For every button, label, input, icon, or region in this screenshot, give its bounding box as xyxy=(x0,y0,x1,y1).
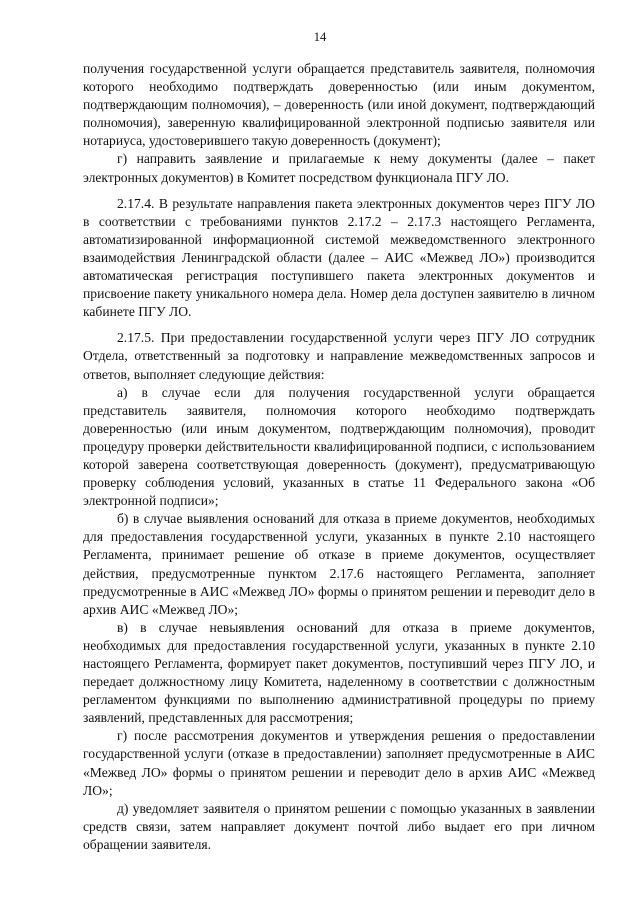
paragraph-item-g: г) после рассмотрения документов и утверждения решения о предоставлении государственной услуги (отказе в предоставлении) заполняет предусмотренные в АИС «Межвед ЛО» формы о принятом решении и переводит дело в архив АИС «Межвед ЛО»; xyxy=(83,728,595,798)
paragraph-item-v: в) в случае невыявления оснований для отказа в приеме документов, необходимых для предоставления государственной услуги, указанных в пункте 2.10 настоящего Регламента, формирует пакет документов, поступивший через ПГУ ЛО, и передает должностному лицу Комитета, наделенному в соответствии с должностным регламентом функциями по выполнению административной процедуры по приему заявлений, представленных для рассмотрения; xyxy=(83,619,595,726)
document-body xyxy=(83,60,595,854)
paragraph-item-d: д) уведомляет заявителя о принятом решении с помощью указанных в заявлении средств связи, затем направляет документ почтой либо выдает его при личном обращении заявителя. xyxy=(83,800,595,852)
paragraph-item-a: а) в случае если для получения государственной услуги обращается представитель заявителя, полномочия которого необходимо подтверждать доверенностью (или иным документом, подтверждающим полномочия), проводит процедуру проверки действительности квалифицированной подписи, с использованием которой заверена соответствующая доверенность (документ), предусматривающую проверку соблюдения условий, указанных в статье 11 Федерального закона «Об электронной подписи»; xyxy=(83,384,595,509)
page-number: 14 xyxy=(313,30,327,44)
paragraph-continuation: получения государственной услуги обращается представитель заявителя, полномочия которого необходимо подтверждать доверенностью (или иным документом, подтверждающим полномочия), – доверенность (или иной документ, подтверждающий полномочия), заверенную квалифицированной электронной подписью заявителя или нотариуса, удостоверившего такую доверенность (документ); xyxy=(83,61,595,149)
paragraph-2-17-5: 2.17.5. При предоставлении государственной услуги через ПГУ ЛО сотрудник Отдела, ответственный за подготовку и направление межведомственных запросов и ответов, выполняет следующие действия: xyxy=(83,330,595,382)
paragraph-2-17-4: 2.17.4. В результате направления пакета электронных документов через ПГУ ЛО в соответствии с требованиями пунктов 2.17.2 – 2.17.3 настоящего Регламента, автоматизированной информационной системой межведомственного электронного взаимодействия Ленинградской области (далее – АИС «Межвед ЛО») производится автоматическая регистрация поступившего пакета электронных документов и присвоение пакету уникального номера дела. Номер дела доступен заявителю в личном кабинете ПГУ ЛО. xyxy=(83,195,595,320)
paragraph-item-g-submit: г) направить заявление и прилагаемые к нему документы (далее – пакет электронных документов) в Комитет посредством функционала ПГУ ЛО. xyxy=(83,151,595,185)
paragraph-item-b: б) в случае выявления оснований для отказа в приеме документов, необходимых для предоставления государственной услуги, указанных в пункте 2.10 настоящего Регламента, принимает решение об отказе в приеме документов, осуществляет действия, предусмотренные пунктом 2.17.6 настоящего Регламента, заполняет предусмотренные в АИС «Межвед ЛО» формы о принятом решении и переводит дело в архив АИС «Межвед ЛО»; xyxy=(83,511,595,617)
